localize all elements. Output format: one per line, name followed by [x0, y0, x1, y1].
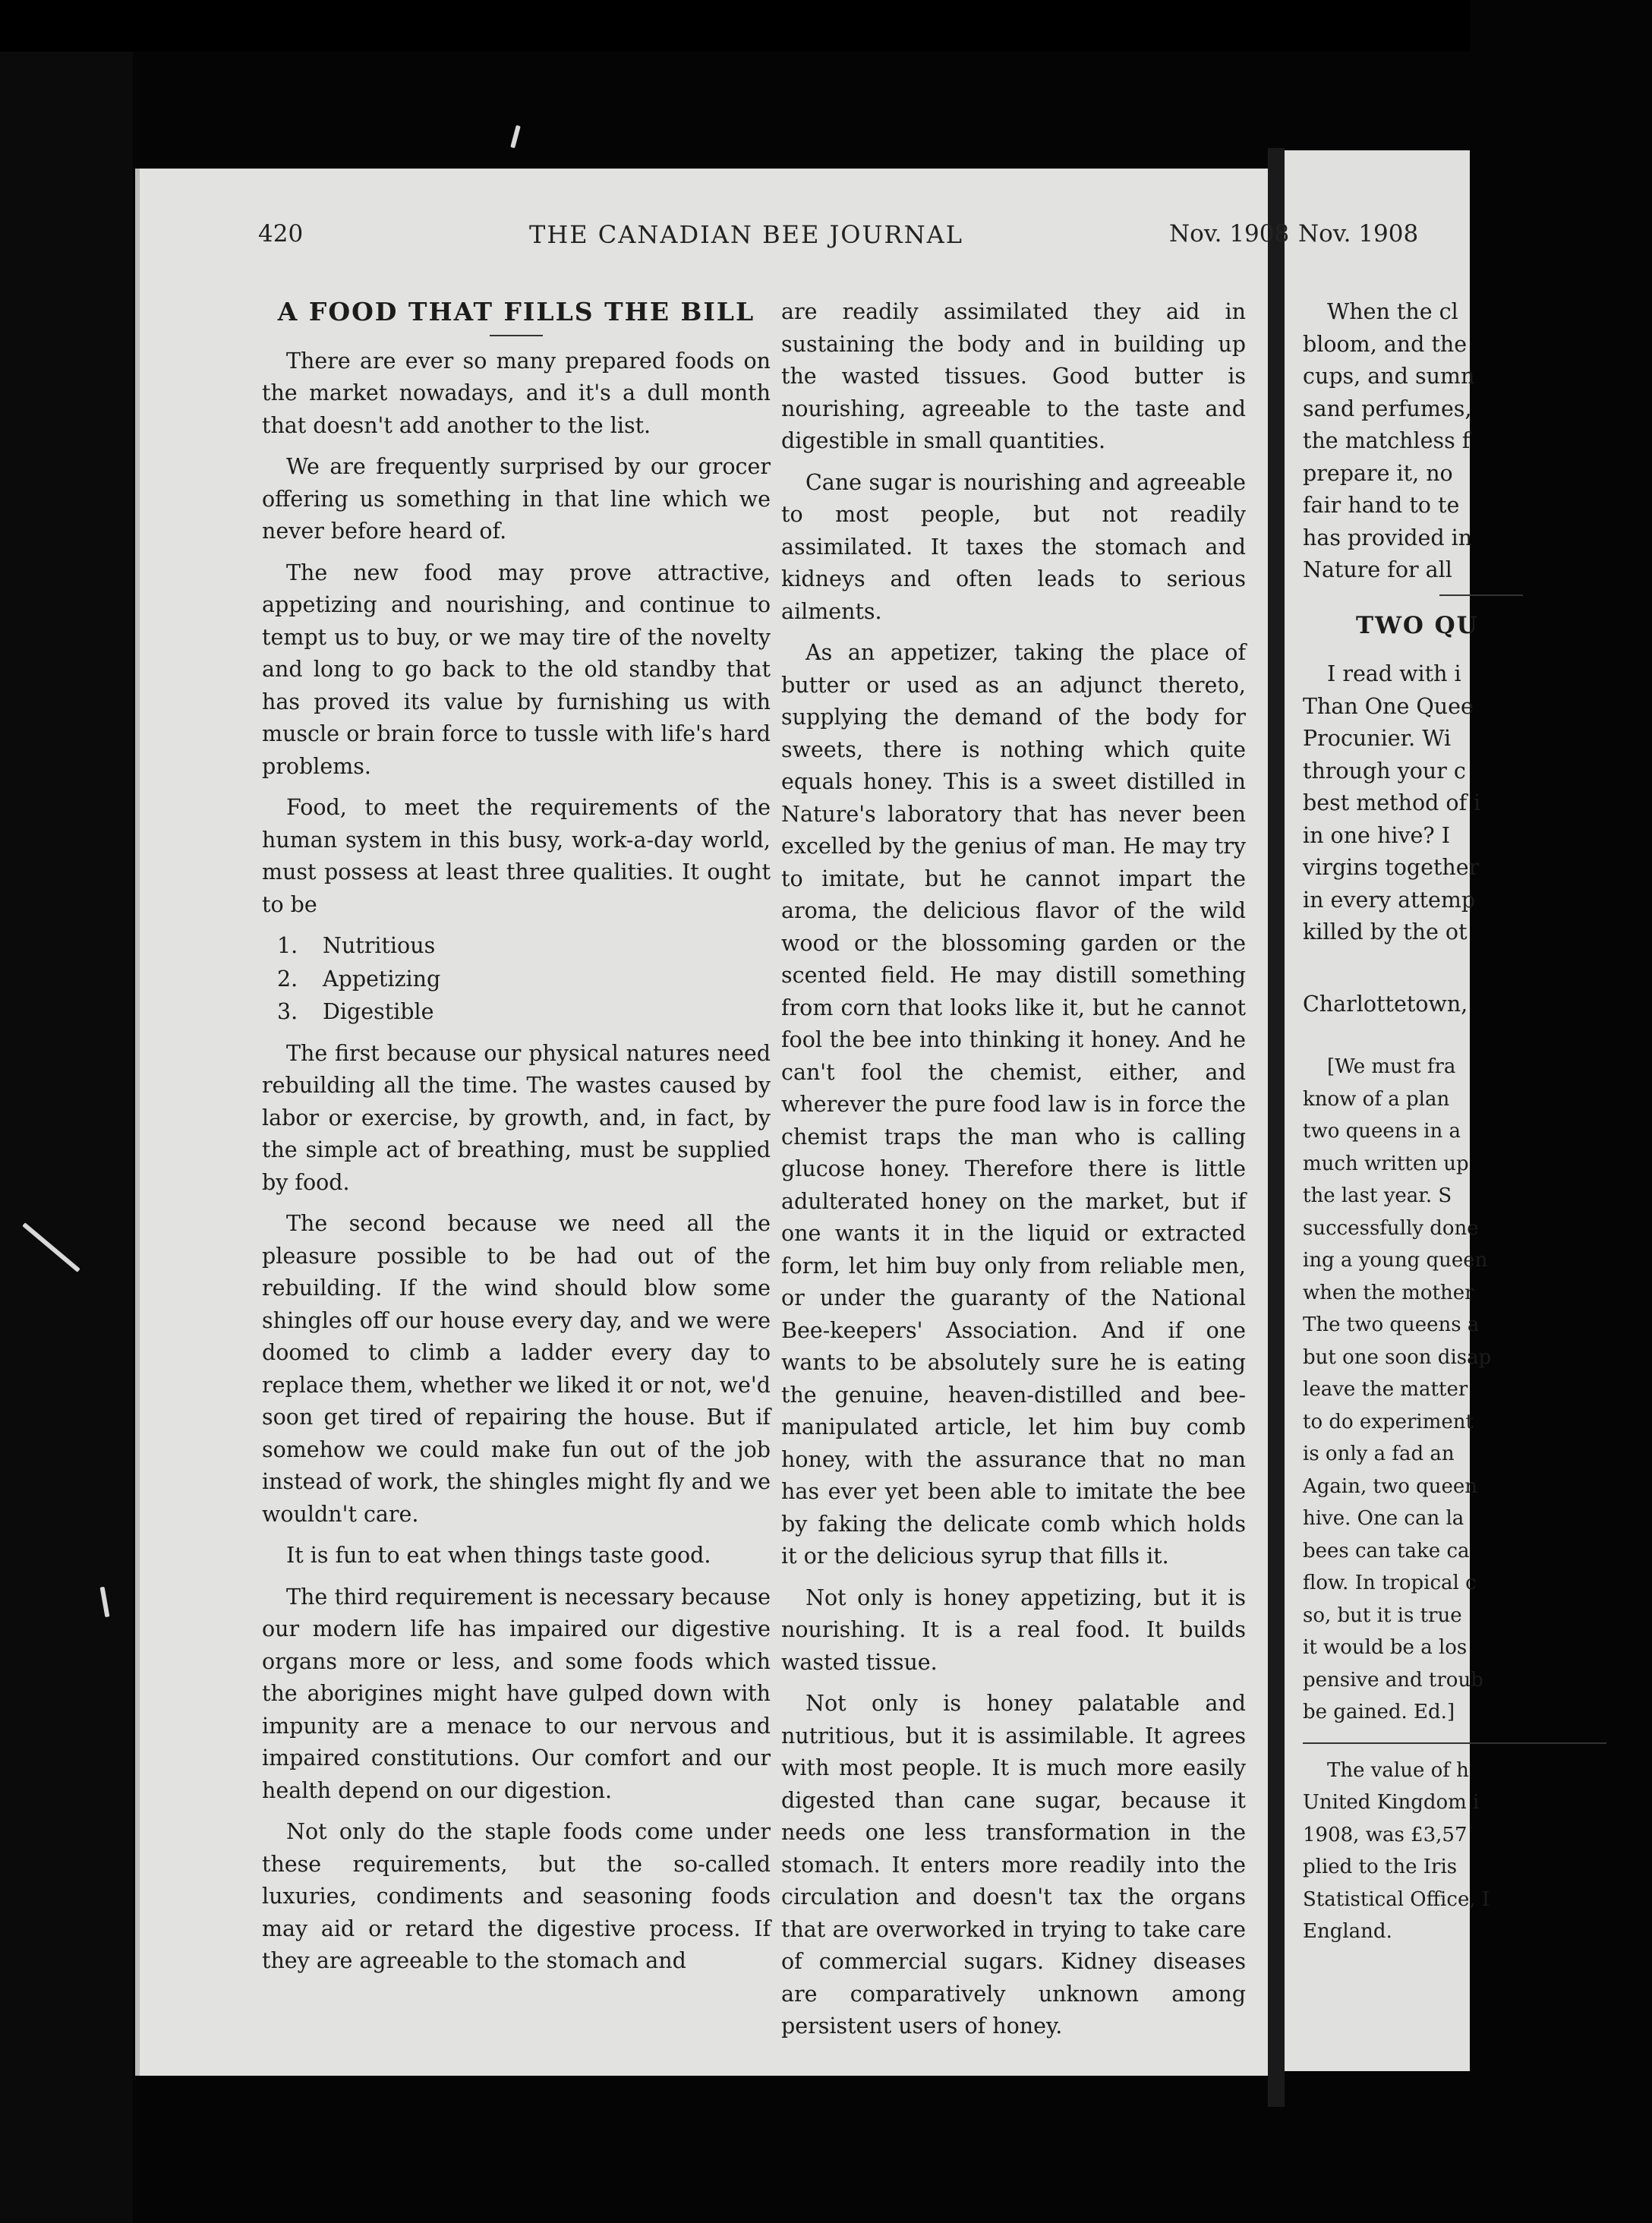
section-heading: TWO QU	[1356, 611, 1479, 639]
text-line: when the mother	[1303, 1281, 1474, 1304]
text-line: The value of h	[1327, 1758, 1469, 1782]
paragraph: The new food may prove attractive, appetizing and nourishing, and continue to tempt us to buy, or we may tire of the novelty and long to go back to the old standby that has proved its value by furnishing us with muscle or brain force to tussle with life's hard problems.	[262, 560, 771, 779]
text-line: successfully done	[1303, 1216, 1479, 1240]
text-line: so, but it is true	[1303, 1603, 1462, 1627]
text-line: I read with i	[1327, 661, 1461, 686]
paragraph: As an appetizer, taking the place of butter or used as an adjunct thereto, supplying the demand of the body for sweets, there is nothing which quite equals honey. This is a sweet distilled in Nature's laboratory that has never been excelled by the genius of man. He may try to imitate, but he cannot impart the aroma, the delicious flavor of the wild wood or the blossoming garden or the scented field. He may distill something from corn that looks like it, but he cannot fool the bee into thinking it honey. And he can't fool the chemist, either, and wherever the pure food law is in force the chemist traps the man who is calling glucose honey. Therefore there is little adulterated honey on the market, but if one wants it in the liquid or extracted form, let him buy only from reliable men, or under the guaranty of the National Bee-keepers' Association. And if one wants to be absolutely sure he is eating the genuine, heaven-distilled and bee-manipulated article, let him buy comb honey, with the assurance that no man has ever yet been able to imitate the bee by faking the delicate comb which holds it or the delicious syrup that fills it.	[781, 640, 1246, 1569]
list-text: Nutritious	[323, 933, 436, 958]
text-line: When the cl	[1327, 299, 1458, 324]
text-line: England.	[1303, 1920, 1392, 1943]
text-line: know of a plan	[1303, 1087, 1450, 1111]
text-line: pensive and troub	[1303, 1668, 1483, 1692]
list-number: 2.	[277, 966, 298, 992]
text-line: in one hive? I	[1303, 822, 1451, 848]
article-column-1	[262, 296, 771, 1987]
text-line: Than One Quee	[1303, 693, 1474, 719]
text-line: in every attemp	[1303, 887, 1476, 913]
paragraph: Not only do the staple foods come under these requirements, but the so-called luxuries, condiments and seasoning foods may aid or retard the digestive process. If they are agreeable to the stomach and	[262, 1819, 771, 1973]
text-line: Procunier. Wi	[1303, 726, 1452, 751]
title-rule	[490, 335, 543, 336]
text-line: sand perfumes,	[1303, 396, 1472, 421]
text-line: Again, two queen	[1303, 1474, 1478, 1498]
page-gutter	[1268, 148, 1285, 2107]
text-line: be gained. Ed.]	[1303, 1701, 1455, 1723]
paragraph: The first because our physical natures need rebuilding all the time. The wastes caused by labor or exercise, by growth, and, in fact, by the simple act of breathing, must be supplied by food.	[262, 1040, 771, 1195]
list-text: Digestible	[323, 999, 434, 1024]
paragraph: Cane sugar is nourishing and agreeable to most people, but not readily assimilated. It taxes the stomach and kidneys and often leads to serious ailments.	[781, 469, 1246, 624]
paragraph: Food, to meet the requirements of the human system in this busy, work-a-day world, must possess at least three qualities. It ought to be	[262, 795, 771, 917]
text-line: two queens in a	[1303, 1120, 1461, 1143]
right-page-column	[1303, 296, 1652, 1948]
text-line: bloom, and the	[1303, 331, 1468, 357]
paragraph: The third requirement is necessary because our modern life has impaired our digestive organs more or less, and some foods which the aborigines might have gulped down with impunity are a menace to our nervous and impaired constitutions. Our comfort and our health depend on our digestion.	[262, 1584, 771, 1803]
text-line: ing a young queen	[1303, 1249, 1488, 1272]
issue-date: Nov. 1908	[1169, 220, 1290, 248]
text-line: to do experiment	[1303, 1410, 1474, 1433]
paragraph-continued: are readily assimilated they aid in sustaining the body and in building up the wasted tissues. Good butter is nourishing, agreeable to the taste and digestible in small quantities.	[781, 299, 1246, 453]
text-line: the last year. S	[1303, 1184, 1452, 1207]
scan-left-border	[0, 52, 133, 2223]
page-number: 420	[258, 220, 304, 248]
letter-signoff-place: Charlottetown,	[1303, 991, 1468, 1017]
text-line: killed by the ot	[1303, 919, 1468, 944]
journal-title: THE CANADIAN BEE JOURNAL	[529, 220, 963, 249]
text-line: flow. In tropical c	[1303, 1572, 1477, 1594]
list-number: 3.	[277, 999, 298, 1024]
text-line: plied to the Iris	[1303, 1856, 1458, 1878]
paragraph: Not only is honey appetizing, but it is nourishing. It is a real food. It builds wasted tissue.	[781, 1584, 1246, 1675]
list-item	[262, 996, 771, 1029]
text-line: the matchless f	[1303, 428, 1471, 453]
right-page-date: Nov. 1908	[1298, 220, 1419, 248]
text-line: leave the matter	[1303, 1378, 1468, 1401]
text-line: hive. One can la	[1303, 1507, 1464, 1530]
text-line: much written up	[1303, 1152, 1469, 1175]
text-line: The two queens a	[1303, 1313, 1480, 1336]
text-line: is only a fad an	[1303, 1443, 1455, 1465]
article-column-2	[781, 296, 1246, 2052]
text-line: has provided in	[1303, 525, 1473, 550]
section-rule	[1303, 1742, 1606, 1744]
text-line: bees can take ca	[1303, 1539, 1470, 1562]
text-line: but one soon disap	[1303, 1345, 1492, 1369]
text-line: Statistical Office, I	[1303, 1887, 1490, 1911]
paragraph: Not only is honey palatable and nutritious, but it is assimilable. It agrees with most people. It is much more easily digested than cane sugar, because it needs one less transformation in the stomach. It enters more readily into the circulation and doesn't tax the organs that are overworked in trying to take care of commercial sugars. Kidney diseases are comparatively unknown among persistent users of honey.	[781, 1691, 1246, 2039]
text-line: [We must fra	[1327, 1055, 1456, 1078]
text-line: virgins together	[1303, 855, 1480, 880]
text-line: through your c	[1303, 758, 1466, 784]
section-rule	[1439, 594, 1523, 596]
scan-speck	[510, 125, 521, 149]
paragraph: There are ever so many prepared foods on the market nowadays, and it's a dull month that doesn't add another to the list.	[262, 348, 771, 438]
text-line: prepare it, no	[1303, 460, 1453, 486]
qualities-list	[262, 930, 771, 1029]
paragraph: The second because we need all the pleasure possible to be had out of the rebuilding. If the wind should blow some shingles off our house every day, and we were doomed to climb a ladder every day to replace them, whether we liked it or not, we'd soon get tired of repairing the house. But if somehow we could make fun out of the job instead of work, the shingles might fly and we wouldn't care.	[262, 1211, 771, 1527]
scan-top-border	[0, 0, 1470, 52]
text-line: best method of i	[1303, 790, 1481, 815]
paragraph: We are frequently surprised by our grocer offering us something in that line which we never before heard of.	[262, 454, 771, 544]
list-text: Appetizing	[323, 966, 441, 992]
text-line: 1908, was £3,57	[1303, 1823, 1468, 1846]
list-item	[262, 930, 771, 963]
paragraph: It is fun to eat when things taste good.	[286, 1543, 711, 1568]
article-title: A FOOD THAT FILLS THE BILL	[277, 297, 755, 326]
text-line: United Kingdom i	[1303, 1791, 1480, 1814]
text-line: fair hand to te	[1303, 493, 1460, 518]
text-line: it would be a los	[1303, 1636, 1468, 1659]
text-line: cups, and sumn	[1303, 364, 1475, 389]
list-number: 1.	[277, 933, 298, 958]
list-item	[262, 963, 771, 996]
text-line: Nature for all	[1303, 557, 1452, 582]
